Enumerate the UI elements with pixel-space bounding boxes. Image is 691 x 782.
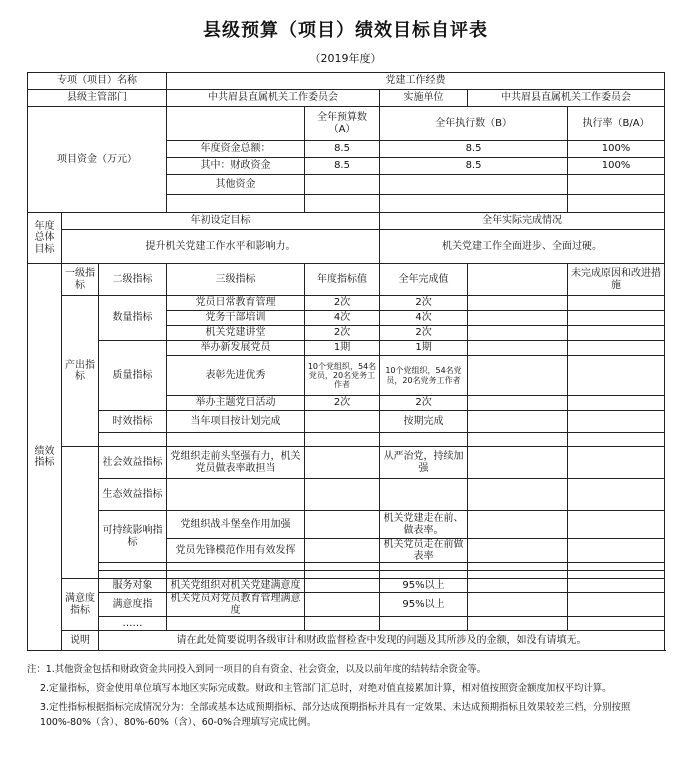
total-label: 年度资金总额： [167, 141, 305, 158]
dept-label: 县级主管部门 [28, 90, 167, 107]
goal-actual-text: 机关党建工作全面进步、全面过硬。 [380, 230, 665, 264]
perf-label: 绩效指标 [28, 264, 62, 651]
note-3: 3.定性指标根据指标完成情况分为：全部或基本达成预期指标、部分达成预期指标并具有一定效果、未达成预期指标且效果较差三档，分别按照100%-80%（含）、80%-60%（含）、60-0%合理填写完成比例。 [40, 702, 631, 728]
note-2: 2.定量指标，资金使用单位填写本地区实际完成数。财政和主管部门汇总时，对绝对值直接累加计算，相对值按照资金额度加权平均计算。 [40, 683, 612, 694]
table-row: 举办主题党日活动 [167, 396, 305, 411]
remark-text: 请在此处简要说明各级审计和财政监督检查中发现的问题及其所涉及的金额，如没有请填无。 [99, 631, 665, 651]
funds-label: 项目资金（万元） [28, 107, 167, 213]
eco-label: 生态效益指标 [99, 479, 167, 511]
header-reason: 未完成原因和改进措施 [568, 264, 665, 296]
total-budget: 8.5 [305, 141, 380, 158]
header-level1: 一级指标 [62, 264, 99, 296]
table-row: 当年项目按计划完成 [167, 411, 305, 433]
total-exec: 8.5 [380, 141, 568, 158]
goal-label: 年度总体目标 [28, 213, 62, 264]
table-row: 党组织走前头坚强有力，机关党员做表率敢担当 [167, 447, 305, 479]
self-evaluation-form: 专项（项目）名称 党建工作经费 县级主管部门 中共眉县直属机关工作委员会 实施单位 中共眉县直属机关工作委员会 项目资金（万元） 全年预算数（A） 全年执行数（B） 执行率（B/A） 年度资金总额： 8.5 8.5 100% 其中：财政资金 8.5 8.5 100% 其他资金 年度总体目标 年初设定目标 全年实际完成情况 提升机关党建工作水平和影响力。 机关党建工作全面进步、全面过硬。 绩效指标 一级指标 二级指标 三级指标 年度指标值 全年完成值 未完成原因和改进措施 产出指标 数量指标 党员日常教育管理 2次 2次 党务干部培训 4次 4次 机关党建讲堂 2次 2次 质量指标 举办新发展党员 1期 1期 表彰先进优秀 10个党组织，54名党员，20名党务工作者 10个党组织，54名党员，20名党务工作者 举办主题党日活动 2次 2次 时效指标 当年项目按计划完成 按期完成 社会效益指标 党组织走前头坚强有力，机关党员做表率敢担当 从严治党，持续加强 生态效益指标 可持续影响指标 党组织战斗堡垒作用加强 机关党建走在前、做表率。 党员先锋模范作用有效发挥 机关党员走在前做表率 满意度指标 服务对象 机关党组织对机关党建满意度 95%以上 满意度指 机关党员对党员教育管理满意度 95%以上 …… 说明 请在此处简要说明各级审计和财政监督检查中发现的问题及其所涉及的金额，如没有请填无。 [27, 72, 665, 651]
table-row: 党员先锋模范作用有效发挥 [167, 539, 305, 563]
project-name-label: 专项（项目）名称 [28, 73, 167, 90]
col-exec: 全年执行数（B） [380, 107, 568, 141]
fiscal-exec: 8.5 [380, 158, 568, 175]
output-label: 产出指标 [62, 296, 99, 447]
page-title: 县级预算（项目）绩效目标自评表 [203, 20, 488, 41]
social-label: 社会效益指标 [99, 447, 167, 479]
dept-value: 中共眉县直属机关工作委员会 [167, 90, 380, 107]
sustain-label: 可持续影响指标 [99, 511, 167, 563]
header-level3: 三级指标 [167, 264, 305, 296]
total-rate: 100% [568, 141, 665, 158]
impl-label: 实施单位 [380, 90, 468, 107]
report-year: （2019年度） [309, 52, 382, 65]
remark-label: 说明 [62, 631, 99, 651]
impl-value: 中共眉县直属机关工作委员会 [468, 90, 665, 107]
header-level2: 二级指标 [99, 264, 167, 296]
project-name-value: 党建工作经费 [167, 73, 665, 90]
fiscal-rate: 100% [568, 158, 665, 175]
table-row: 机关党组织对机关党建满意度 [167, 579, 305, 593]
note-1: 注：1.其他资金包括和财政资金共同投入到同一项目的自有资金、社会资金，以及以前年度的结转结余资金等。 [27, 664, 486, 675]
goal-set-header: 年初设定目标 [62, 213, 380, 230]
header-done: 全年完成值 [380, 264, 468, 296]
goal-set-text: 提升机关党建工作水平和影响力。 [62, 230, 380, 264]
table-row: 机关党建讲堂 [167, 326, 305, 341]
table-row: 表彰先进优秀 [167, 356, 305, 396]
col-budget: 全年预算数（A） [305, 107, 380, 141]
timely-label: 时效指标 [99, 411, 167, 433]
goal-actual-header: 全年实际完成情况 [380, 213, 665, 230]
col-rate: 执行率（B/A） [568, 107, 665, 141]
table-row: 党员日常教育管理 [167, 296, 305, 311]
other-label: 其他资金 [167, 175, 305, 195]
header-target: 年度指标值 [305, 264, 380, 296]
table-row: 党组织战斗堡垒作用加强 [167, 511, 305, 539]
satisfy-label: 满意度指标 [62, 579, 99, 631]
fiscal-budget: 8.5 [305, 158, 380, 175]
table-row: 举办新发展党员 [167, 341, 305, 356]
footnotes [27, 662, 667, 734]
table-row: 党务干部培训 [167, 311, 305, 326]
fiscal-label: 其中：财政资金 [167, 158, 305, 175]
quantity-label: 数量指标 [99, 296, 167, 341]
quality-label: 质量指标 [99, 341, 167, 411]
table-row: 机关党员对党员教育管理满意度 [167, 593, 305, 617]
